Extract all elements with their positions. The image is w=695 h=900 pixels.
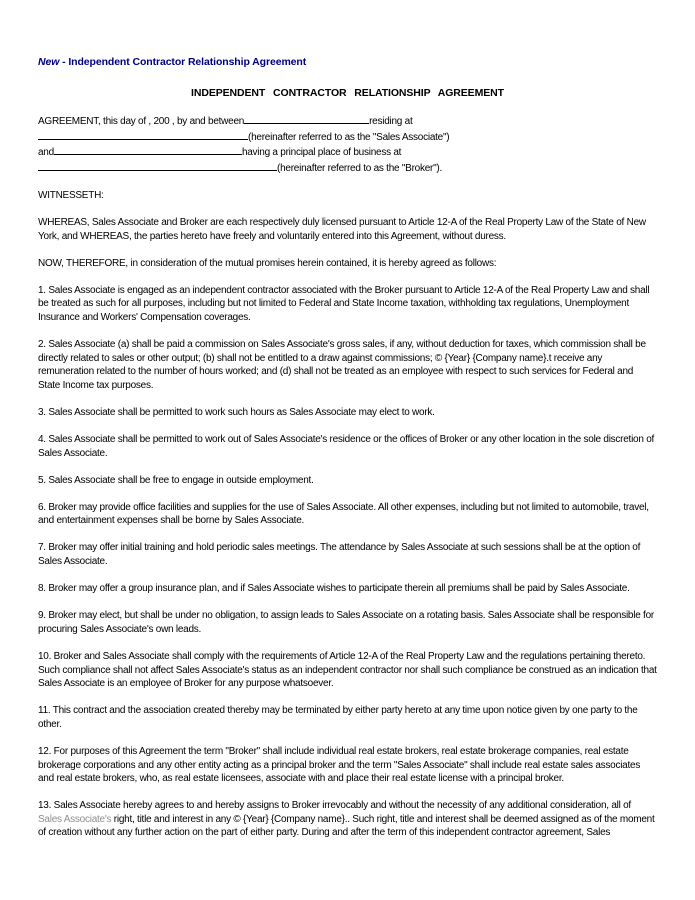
document-title-rest: - Independent Contractor Relationship Agreement [59, 56, 307, 68]
clause-1: 1. Sales Associate is engaged as an independent contractor associated with the Broker pursuant to Article 12-A of the Real Property Law and shall be treated as such for all purposes, including but not limited to Federal and State Income taxation, withholding tax regulations, Unemployment Insurance and Workers' Compensation coverages. [38, 284, 650, 323]
now-therefore-paragraph: NOW, THEREFORE, in consideration of the mutual promises herein contained, it is hereby agreed as follows: [38, 257, 497, 269]
intro-line-3-text: and [38, 147, 54, 159]
clause-12: 12. For purposes of this Agreement the term "Broker" shall include individual real estate brokers, real estate brokerage companies, real estate brokerage corporations and any other entity acting as a principal broker and the term "Sales Associate" shall include real estate sales associates and real estate brokers, who, as real estate licensees, associate with and place their real estate license with a principal broker. [38, 745, 641, 785]
agreement-intro [38, 113, 657, 175]
intro-line-4-after: (hereinafter referred to as the "Broker"). [277, 162, 443, 174]
clause-10: 10. Broker and Sales Associate shall comply with the requirements of Article 12-A of the Real Property Law and the regulations pertaining thereto. Such compliance shall not affect Sales Associate's status as an independent contractor nor shall such compliance be construed as an indication that Sales Associate is an employee of Broker for any purpose whatsoever. [38, 650, 657, 690]
clause-13-part1: 13. Sales Associate hereby agrees to and hereby assigns to Broker irrevocably and without the necessity of any additional consideration, all of [38, 800, 631, 812]
document-title-new: New [38, 56, 60, 68]
document-title [38, 56, 657, 68]
intro-line-1 [38, 113, 657, 129]
intro-line-2 [38, 129, 657, 145]
clause-9: 9. Broker may elect, but shall be under no obligation, to assign leads to Sales Associate on a rotating basis. Sales Associate shall be responsible for procuring Sales Associate's own leads. [38, 610, 654, 635]
intro-line-1-after: residing at [369, 116, 413, 127]
clause-5: 5. Sales Associate shall be free to engage in outside employment. [38, 474, 314, 486]
clause-13-gray-text: Sales Associate's [38, 813, 112, 825]
clause-4: 4. Sales Associate shall be permitted to work out of Sales Associate's residence or the offices of Broker or any other location in the sole discretion of Sales Associate. [38, 434, 655, 459]
intro-line-2-after: (hereinafter referred to as the "Sales Associate") [248, 131, 450, 143]
witnesseth-label: WITNESSETH: [38, 189, 104, 201]
intro-line-3-after: having a principal place of business at [241, 147, 402, 159]
blank-field-address [38, 129, 248, 140]
whereas-paragraph: WHEREAS, Sales Associate and Broker are each respectively duly licensed pursuant to Article 12-A of the Real Property Law of the State of New York, and WHEREAS, the parties hereto have freely and voluntarily entered into this Agreement, without duress. [38, 216, 646, 242]
blank-field-business-address [38, 160, 277, 171]
clause-6: 6. Broker may provide office facilities and supplies for the use of Sales Associate. All other expenses, including but not limited to automobile, travel, and entertainment expenses shall be borne by Sales Associate. [38, 501, 649, 527]
clause-13 [38, 799, 657, 840]
intro-line-4 [38, 160, 657, 176]
page-heading: INDEPENDENT CONTRACTOR RELATIONSHIP AGREEMENT [191, 87, 504, 99]
clause-13-part2: right, title and interest in any © {Year} {Company name}.. Such right, title and interest shall be deemed assigned as of the moment of creation without any further action on the part of either party. During and after the term of this independent contractor agreement, Sales [38, 813, 655, 839]
clause-3: 3. Sales Associate shall be permitted to work such hours as Sales Associate may elect to work. [38, 406, 435, 418]
blank-field-party-name [244, 113, 369, 124]
blank-field-broker-name [54, 144, 242, 155]
intro-line-3 [38, 144, 657, 160]
clause-8: 8. Broker may offer a group insurance plan, and if Sales Associate wishes to participate therein all premiums shall be paid by Sales Associate. [38, 583, 630, 595]
intro-line-1-text: AGREEMENT, this day of , 200 , by and between [38, 116, 245, 127]
clause-2: 2. Sales Associate (a) shall be paid a commission on Sales Associate's gross sales, if any, without deduction for taxes, which commission shall be directly related to sales or other output; (b) shall not be entitled to a draw against commissions; © {Year} {Company name}.t receive any remuneration related to the number of hours worked; and (d) shall not be treated as an employee with respect to such services for Federal and State Income tax purposes. [38, 339, 646, 391]
clause-7: 7. Broker may offer initial training and hold periodic sales meetings. The attendance by Sales Associate at such sessions shall be at the option of Sales Associate. [38, 542, 641, 568]
clause-11: 11. This contract and the association created thereby may be terminated by either party hereto at any time upon notice given by one party to the other. [38, 705, 638, 730]
